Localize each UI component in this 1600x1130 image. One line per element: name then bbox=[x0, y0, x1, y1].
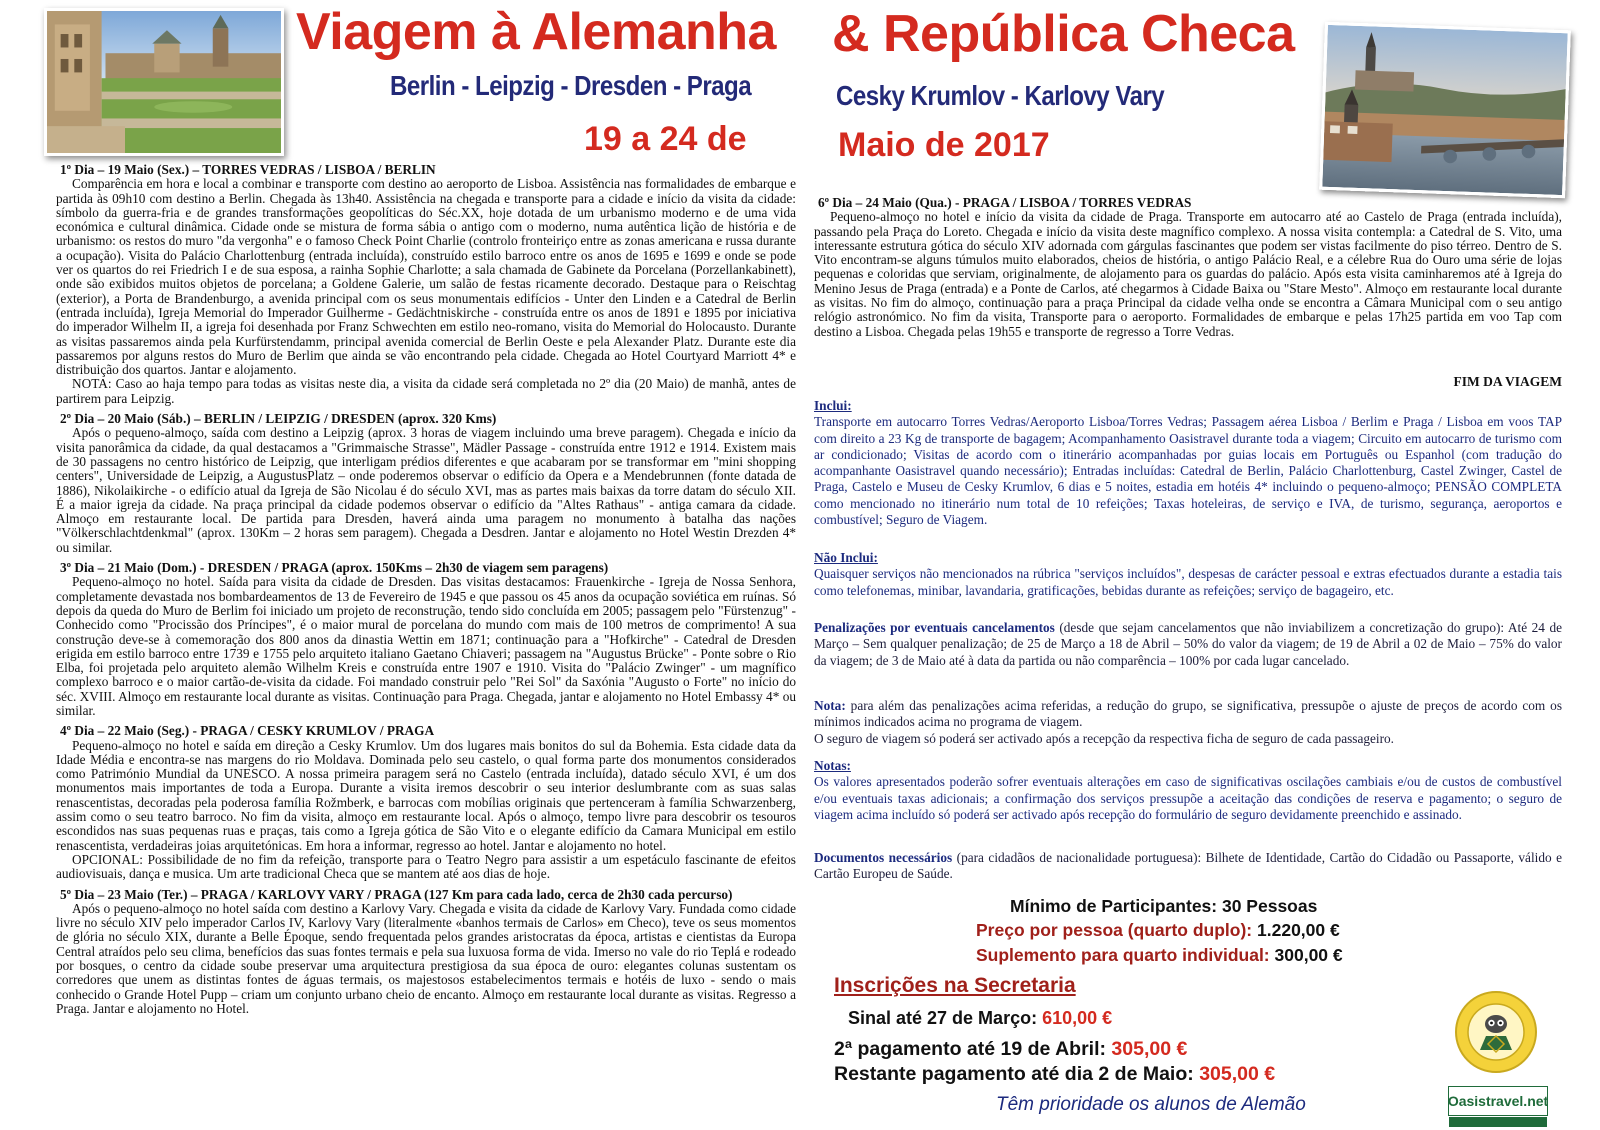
second-payment-value: 305,00 € bbox=[1111, 1038, 1188, 1060]
deposit-value: 610,00 € bbox=[1042, 1008, 1113, 1028]
price-label: Preço por pessoa (quarto duplo): bbox=[976, 920, 1253, 940]
oasistravel-logo bbox=[1448, 1086, 1548, 1116]
notes-section bbox=[814, 758, 1562, 823]
not-included-text: Quaisquer serviços não mencionados na rúbrica "serviços incluídos", despesas de carácter pessoal e extras efectuados durante a estadia tais como telefonemas, minibar, lavandaria, gratificações, bebidas durante as refeições; serviço de bagageiro, etc. bbox=[814, 566, 1562, 598]
day-6 bbox=[814, 196, 1562, 339]
day-heading: 1º Dia – 19 Maio (Sex.) – TORRES VEDRAS / LISBOA / BERLIN bbox=[60, 162, 436, 177]
final-payment-value: 305,00 € bbox=[1199, 1063, 1276, 1085]
documents-text: (para cidadãos de nacionalidade portuguesa): Bilhete de Identidade, Cartão do Cidadão ou Passaporte, válido e Cartão Europeu de Saúde. bbox=[814, 850, 1562, 882]
end-of-trip-label: FIM DA VIAGEM bbox=[1453, 374, 1562, 389]
included-text: Transporte em autocarro Torres Vedras/Aeroporto Lisboa/Torres Vedras; Passagem aérea Lisboa / Berlim e Praga / Lisboa em voos TAP com direito a 23 Kg de transporte de bagagem; Acompanhamento Oasistravel durante toda a viagem; Circuito em autocarro de turismo com ar condicionado; Visitas de acordo com o itinerário acompanhadas por guias locais em Português ou Espanhol (com tradução do acompanhante Oasistravel quando necessário); Entradas incluídas: Catedral de Berlin, Palácio Charlottenburg, Castel Zwinger, Castel de Praga, Castelo e Museu de Cesky Krumlov, 6 dias e 5 noites, estadia em hotéis 4* incluindo o pequeno-almoço; PENSÃO COMPLETA como mencionado no itinerário num total de 10 refeições; Taxas hoteleiras, de serviço e IVA, de turismo, segurança, aeroportos e combustível; Seguro de Viagem. bbox=[814, 414, 1562, 528]
single-supplement bbox=[976, 945, 1343, 966]
day-heading: 2º Dia – 20 Maio (Sáb.) – BERLIN / LEIPZIG / DRESDEN (aprox. 320 Kms) bbox=[60, 411, 497, 427]
final-payment-label: Restante pagamento até dia 2 de Maio: bbox=[834, 1063, 1194, 1085]
title-left: Viagem à Alemanha bbox=[296, 3, 776, 61]
notes-text: Os valores apresentados poderão sofrer eventuais alterações em caso de significativas oscilações cambiais e/ou de custos de combustível e/ou eventuais taxas adicionais; a confirmação dos serviços pressupõe a aceitação das condições de reserva e pagamento; o seguro de viagem acima incluído só poderá ser activado após recepção do formulário de seguro devidamente preenchido e assinado. bbox=[814, 774, 1562, 822]
day-note: OPCIONAL: Possibilidade de no fim da refeição, transporte para o Teatro Negro para assistir a um espetáculo fascinante de efeitos audiovisuais, dança e musica. Um arte tradicional Checa que se mantem até aos dias de hoje. bbox=[56, 851, 796, 882]
day-note: NOTA: Caso ao haja tempo para todas as visitas neste dia, a visita da cidade será completada no 2º dia (20 Maio) de manhã, antes de partirem para Leipzig. bbox=[56, 376, 796, 406]
note-section bbox=[814, 698, 1562, 747]
day-description: Pequeno-almoço no hotel e início da visita da cidade de Praga. Transporte em autocarro até ao Castelo de Praga (entrada incluída), passando pela Praça do Loreto. Chegada e início da visita deste magnífico complexo. A nossa visita contempla: a Catedral de S. Vito, uma interessante estrutura gótica do século XIV adornada com gárgulas fascinantes que podem ser vistas facilmente do piso térreo. Dentro de S. Vito encontram-se alguns túmulos muito elaborados, cheios de história, o antigo Palácio Real, e a célebre Rua do Ouro uma série de lojas pequenas e coloridas que serviam, originalmente, de alojamento para os guardas do palácio. Após esta visita caminharemos até à Igreja do Menino Jesus de Praga (entrada) e a Ponte de Carlos, até chegarmos à Cidade Baixa ou "Stare Mesto". Almoço em restaurante local durante as visitas. No fim do almoço, continuação para a praça Principal da cidade velha onde se encontra a Câmara Municipal com o seu antigo relógio astronómico. No fim da visita, Transporte para o aeroporto. Formalidades de embarque e pelas 17h25 partida em voo Tap com destino a Lisboa. Chegada pelas 19h55 e transporte de regresso a Torre Vedras. bbox=[814, 209, 1562, 339]
registration-heading: Inscrições na Secretaria bbox=[834, 974, 1076, 997]
documents-heading: Documentos necessários bbox=[814, 850, 953, 865]
minimum-participants: Mínimo de Participantes: 30 Pessoas bbox=[1010, 896, 1318, 916]
price-value: 1.220,00 € bbox=[1257, 920, 1340, 940]
day-heading: 3º Dia – 21 Maio (Dom.) - DRESDEN / PRAGA (aprox. 150Kms – 2h30 de viagem sem paragens) bbox=[60, 560, 609, 576]
date-end: Maio de 2017 bbox=[838, 126, 1050, 164]
date-start: 19 a 24 de bbox=[584, 120, 747, 158]
day-description: Após o pequeno-almoço, saída com destino a Leipzig (aprox. 3 horas de viagem incluindo uma breve paragem). Chegada e início da visita panorâmica da cidade, da qual destacamos a "Grimmaische Strasse", Mädler Passage - construída entre 1912 e 1914. Existem mais de 30 passagens no centro histórico de Leipzig, que interligam prédios diferentes e que acabaram por se transformar em "mini shopping centers", Universidade de Leipzig, a AugustusPlatz – onde poderemos observar o edifício da Opera e a Mendebrunnen (fonte datada de 1886), Nikolaikirche - o edifício atual da Igreja de São Nicolau é do século XVI, mas as partes mais baixas da torre datam do século XII. É a maior igreja da cidade. Na praça principal da cidade podemos observar o edifício da "Altes Rathaus" - antiga camara da cidade. Almoço em restaurante local. De partida para Dresden, haverá ainda uma paragem no monumento à batalha das nações "Völkerschlachtdenkmal" (aprox. 130Km – 2 horas sem paragem). Chegada a Desdren. Jantar e alojamento no Hotel Westin Drezden 4* ou similar. bbox=[56, 425, 796, 555]
supplement-label: Suplemento para quarto individual: bbox=[976, 945, 1270, 965]
brand-name: Oasistravel.net bbox=[1447, 1093, 1549, 1109]
price-per-person bbox=[976, 920, 1340, 941]
not-included-section bbox=[814, 550, 1562, 599]
day-description: Pequeno-almoço no hotel. Saída para visita da cidade de Dresden. Das visitas destacamos: Frauenkirche - Igreja de Nossa Senhora, completamente devastada nos bombardeamentos de 13 de Fevereiro de 1945 e que passou os 45 anos da ocupação soviética em ruínas. Só depois da queda do Muro de Berlim foi iniciado um projeto de reconstrução, tendo sido concluída em 2005; passagem pelo "Fürstenzug" - Conhecido como "Procissão dos Príncipes", é o maior mural de porcelana do mundo com mais de 100 metros de comprimento! A sua construção deve-se à comemoração dos 800 anos da dinastia Wettin em 1871; continuação para a "Hofkirche" - Catedral de Dresden erigida em estilo barroco entre 1739 e 1755 pelo arquiteto italiano Gaetano Chiaveri; passagem na "Augustus Brücke" - Ponte sobre o Rio Elba, foi projetada pelo arquiteto alemão Wilhelm Kreis e construída entre 1907 e 1910. Visita do "Palácio Zwinger" - um magnífico complexo barroco e o maior cartão-de-visita da cidade. Foi mandado construir pelo "Rei Sol" da Saxónia "Augusto o Forte" no início do séc. XVIII. Almoço em restaurante local durante as visitas. Continuação para Praga. Chegada, jantar e alojamento no Hotel Embassy 4* ou similar. bbox=[56, 574, 796, 718]
day-2 bbox=[56, 412, 796, 555]
prague-charles-bridge-photo bbox=[1319, 22, 1571, 198]
cancellation-text: (desde que sejam cancelamentos que não inviabilizem a concretização do grupo): Até 24 de Março – Sem qualquer penalização; de 25 de Março a 18 de Abril – 50% do valor da viagem; de 19 de Abril a 02 de Maio – 75% do valor da viagem; de 3 de Maio até à data da partida ou não comparência – 100% por cada lugar cancelado. bbox=[814, 620, 1562, 668]
cancellation-section bbox=[814, 620, 1562, 669]
brand-underline bbox=[1449, 1117, 1547, 1127]
final-payment-line bbox=[834, 1063, 1275, 1086]
priority-note: Têm prioridade os alunos de Alemão bbox=[996, 1094, 1306, 1115]
cancellation-heading: Penalizações por eventuais cancelamentos bbox=[814, 620, 1055, 635]
itinerary-left-column bbox=[56, 163, 796, 1022]
second-payment-label: 2ª pagamento até 19 de Abril: bbox=[834, 1038, 1106, 1060]
route-czech: Cesky Krumlov - Karlovy Vary bbox=[836, 80, 1165, 111]
route-germany: Berlin - Leipzig - Dresden - Praga bbox=[390, 70, 752, 101]
documents-section bbox=[814, 850, 1562, 883]
deposit-label: Sinal até 27 de Março: bbox=[848, 1008, 1038, 1028]
day-4 bbox=[56, 724, 796, 881]
second-payment-line bbox=[834, 1038, 1187, 1061]
supplement-value: 300,00 € bbox=[1274, 945, 1343, 965]
note-heading: Nota: bbox=[814, 698, 846, 713]
day-heading: 6º Dia – 24 Maio (Qua.) - PRAGA / LISBOA / TORRES VEDRAS bbox=[818, 195, 1192, 210]
day-description: Pequeno-almoço no hotel e saída em direção a Cesky Krumlov. Um dos lugares mais bonitos do sul da Bohemia. Esta cidade data da Idade Média e encontra-se nas margens do rio Moldava. Dominada pelo seu castelo, o qual forma parte dos monumentos considerados como Património Mundial da UNESCO. A nossa primeira paragem será no Castelo (entrada incluída), datado século XVI, é um dos monumentos mais importantes de toda a Europa. Durante a visita iremos descobrir o seu interior deslumbrante com as suas salas renascentistas, decoradas pela poderosa família Rožmberk, e barrocas com mobílias originais que pertenceram à família Schwarzenberg, assim como o seu teatro barroco. No fim da visita, almoço em restaurante local. Após o almoço, tempo livre para descobrir os tesouros escondidos nas suas pequenas ruas e praças, tais como a Igreja gótica de São Vito e o elegante edifício da Camara Municipal em estilo renascentista, verdadeiras joias arquitetónicas. Em hora a informar, regresso ao hotel. Jantar e alojamento no hotel. bbox=[56, 737, 796, 853]
included-section bbox=[814, 398, 1562, 528]
day-heading: 5º Dia – 23 Maio (Ter.) – PRAGA / KARLOVY VARY / PRAGA (127 Km para cada lado, cerca de 2h30 cada percurso) bbox=[60, 886, 733, 902]
day-description: Comparência em hora e local a combinar e transporte com destino ao aeroporto de Lisboa. Assistência nas formalidades de embarque e partida às 09h10 com destino a Berlin. Chegada às 13h40. Assistência na chegada e transporte para a cidade e início da visita da cidade: símbolo da guerra-fria e de grandes transformações geopolíticas do Séc.XX, hoje dotada de um urbanismo moderno e de uma vida económica e cultural dinâmica. Cidade onde se mistura de forma sábia o antigo com o moderno, numa autêntica lição de história e de urbanismo: os restos do muro "da vergonha" e o famoso Check Point Charlie (controlo fronteiriço entre as zonas americana e russa durante a ocupação). Visita do Palácio Charlottenburg (entrada incluída), construído estilo barroco entre os anos de 1695 e 1699 e onde se pode ver os quartos do rei Friedrich I e de sua esposa, a rainha Sophie Charlotte; a sala chamada de Gabinete da Porcelana (Porzellankabinett), onde são exibidos muitos objetos de porcelana; a Goldene Galerie, um salão de festas ricamente decorado. Destaque para o Reischtag (exterior), a Porta de Brandenburgo, a avenida principal com os seus monumentais edifícios - Unter den Linden e a Catedral de Berlin (entrada incluída), Igreja Memorial do Imperador Guilherme - Gedächtniskirche - construída entre os anos de 1891 e 1895 por iniciativa do imperador Wilhelm II, a igreja foi desenhada por Franz Schwechten em estilo neo-romano, visita do Memorial do Holocausto. Durante as visitas passaremos ainda pela Kurfürstendamm, principal avenida comercial de Berlin Oeste e pela Alexander Platz. Durante este dia passaremos por alguns restos do Muro de Berlim que ainda se vão encontrando pela cidade. Chegada ao Hotel Courtyard Marriott 4* e distribuição dos quartos. Jantar e alojamento. bbox=[56, 176, 796, 378]
day-5 bbox=[56, 888, 796, 1017]
deposit-line bbox=[848, 1008, 1112, 1029]
included-heading: Inclui: bbox=[814, 398, 852, 413]
day-description: Após o pequeno-almoço no hotel saída com destino a Karlovy Vary. Chegada e visita da cidade de Karlovy Vary. Fundada como cidade livre no século XIV pelo imperador Carlos IV, Karlovy Vary (literalmente «banhos termais de Carlos» em Checo), teve os seus momentos de glória no século XIX, durante a Belle Époque, sendo frequentada pelos grandes aristocratas da época, artistas e cientistas da Europa Central atraídos pelo seu clima, benefícios das suas fontes termais e pela sua luxuosa forma de vida. Imerso no vale do rio Teplá e rodeado por bosques, o centro da cidade soube preservar uma arquitectura prestigiosa da sua época de ouro: elegantes colunas sustentam os corredores que unem as distintas fontes de águas termais, os majestosos estabelecimentos termais e hotéis de luxo - sendo o mais conhecido o Grande Hotel Pupp – criam um conjunto urbano cheio de encanto. Almoço em restaurante local durante as visitas. Regresso a Praga. Jantar e alojamento no Hotel. bbox=[56, 900, 796, 1016]
title-right: & República Checa bbox=[832, 5, 1295, 63]
day-1 bbox=[56, 163, 796, 406]
day-3 bbox=[56, 561, 796, 718]
day-heading: 4º Dia – 22 Maio (Seg.) - PRAGA / CESKY KRUMLOV / PRAGA bbox=[60, 723, 435, 739]
note-text: para além das penalizações acima referidas, a redução do grupo, se significativa, pressupõe o ajuste de preços de acordo com os mínimos indicados acima no programa de viagem. bbox=[814, 698, 1562, 730]
notes-heading: Notas: bbox=[814, 758, 851, 773]
not-included-heading: Não Inclui: bbox=[814, 550, 878, 565]
insurance-note-text: O seguro de viagem só poderá ser activado após a recepção da respectiva ficha de seguro de cada passageiro. bbox=[814, 730, 1394, 746]
itinerary-right-column bbox=[814, 196, 1562, 345]
dresden-zwinger-photo bbox=[44, 8, 284, 156]
university-seal-icon bbox=[1454, 990, 1538, 1074]
